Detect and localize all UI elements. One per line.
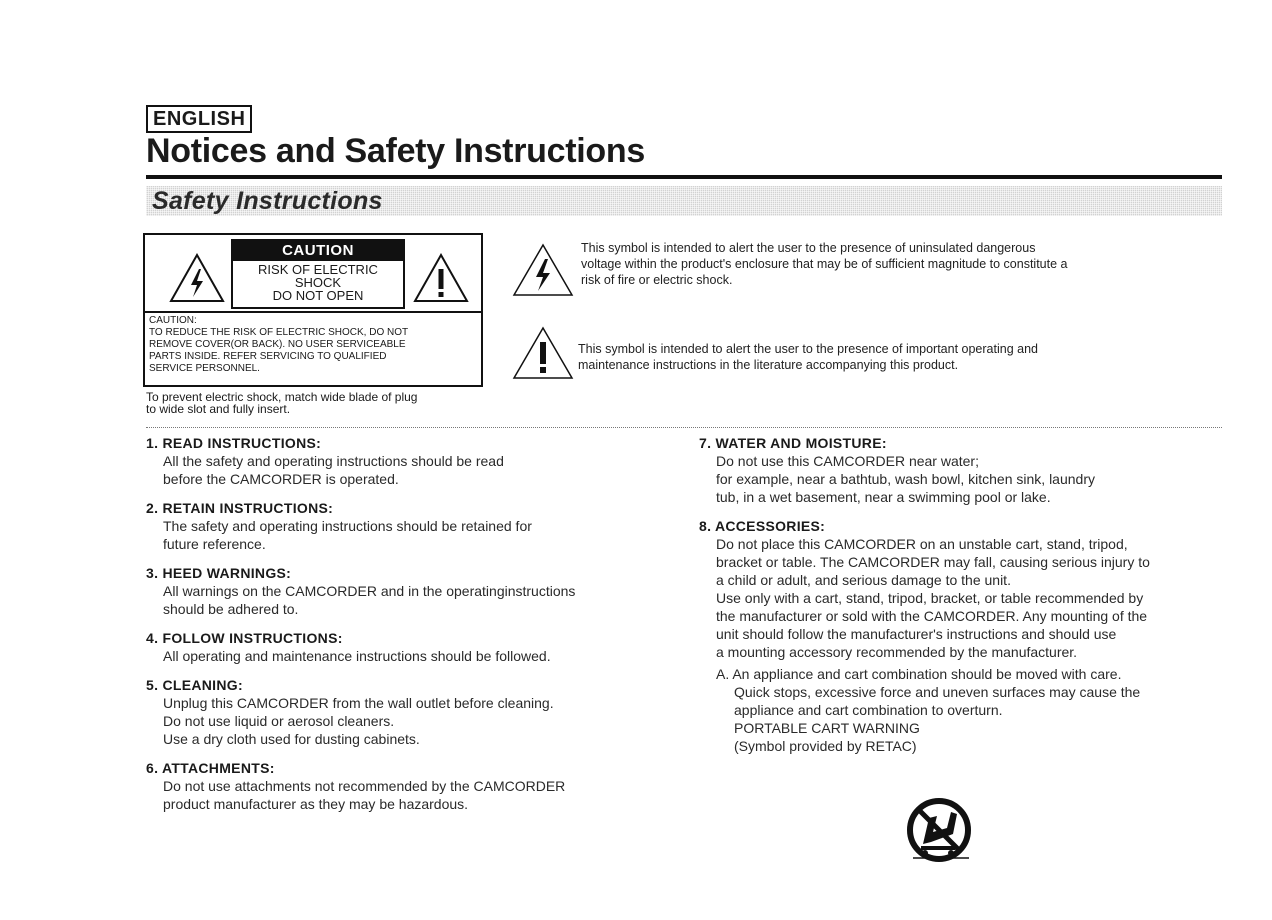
instruction-body: Do not place this CAMCORDER on an unstable cart, stand, tripod, bracket or table. The CAMCORDER may fall, causing serious injury to a child or adult, and serious damage to the unit. Use only with a cart, stand, tripod, bracket, or table recommended by the manufacturer or sold with the CAMCORDER. Any mounting of the unit should follow the manufacturer's instructions and should use a mounting accessory recommended by the manufacturer. bbox=[716, 536, 1150, 660]
instruction-title: 7. WATER AND MOISTURE: bbox=[699, 435, 887, 451]
caution-divider bbox=[145, 311, 481, 313]
lightning-warning-icon bbox=[512, 243, 574, 297]
caution-text-body: TO REDUCE THE RISK OF ELECTRIC SHOCK, DO NOT REMOVE COVER(OR BACK). NO USER SERVICEABLE PARTS INSIDE. REFER SERVICING TO QUALIFIED SERVICE PERSONNEL. bbox=[149, 327, 409, 374]
cart-warning-body: Quick stops, excessive force and uneven surfaces may cause the appliance and cart combination to overturn. PORTABLE CART WARNING (Symbol provided by RETAC) bbox=[734, 684, 1141, 754]
caution-text-title: CAUTION: bbox=[149, 315, 197, 326]
language-badge: ENGLISH bbox=[146, 105, 252, 133]
risk-line: RISK OF ELECTRIC bbox=[258, 262, 378, 277]
instructions-right-column bbox=[699, 434, 1239, 755]
instruction-title: 6. ATTACHMENTS: bbox=[146, 760, 275, 776]
page-title: Notices and Safety Instructions bbox=[146, 132, 645, 170]
dotted-divider bbox=[146, 427, 1222, 428]
instruction-body: The safety and operating instructions should be retained for future reference. bbox=[163, 518, 532, 552]
instruction-body: Do not use attachments not recommended by the CAMCORDER product manufacturer as they may be hazardous. bbox=[163, 778, 566, 812]
instruction-title: 1. READ INSTRUCTIONS: bbox=[146, 435, 322, 451]
caution-panel bbox=[231, 239, 405, 309]
instruction-title: 5. CLEANING: bbox=[146, 677, 243, 693]
caution-label bbox=[143, 233, 483, 387]
exclamation-warning-icon bbox=[413, 253, 469, 303]
instructions-left-column bbox=[146, 434, 666, 813]
instruction-body: Unplug this CAMCORDER from the wall outlet before cleaning. Do not use liquid or aerosol cleaners. Use a dry cloth used for dusting cabinets. bbox=[163, 695, 554, 747]
instruction-body: All the safety and operating instructions should be read before the CAMCORDER is operated. bbox=[163, 453, 504, 487]
lightning-symbol-description: This symbol is intended to alert the user to the presence of uninsulated dangerous voltage within the product's enclosure that may be of sufficient magnitude to constitute a risk of fire or electric shock. bbox=[581, 241, 1068, 287]
exclamation-symbol-description: This symbol is intended to alert the user to the presence of important operating and maintenance instructions in the literature accompanying this product. bbox=[578, 342, 1038, 372]
section-banner bbox=[146, 186, 1222, 216]
risk-line: DO NOT OPEN bbox=[272, 288, 364, 303]
instruction-body: Do not use this CAMCORDER near water; for example, near a bathtub, wash bowl, kitchen sink, laundry tub, in a wet basement, near a swimming pool or lake. bbox=[716, 453, 1095, 505]
instruction-title: 2. RETAIN INSTRUCTIONS: bbox=[146, 500, 334, 516]
instruction-title: 8. ACCESSORIES: bbox=[699, 518, 826, 534]
portable-cart-warning-icon bbox=[903, 798, 975, 862]
plug-note: To prevent electric shock, match wide blade of plug to wide slot and fully insert. bbox=[146, 390, 418, 416]
instruction-title: 3. HEED WARNINGS: bbox=[146, 565, 292, 581]
instruction-body: All operating and maintenance instructions should be followed. bbox=[163, 648, 551, 664]
caution-heading: CAUTION bbox=[233, 241, 403, 261]
section-title: Safety Instructions bbox=[152, 187, 383, 215]
cart-warning-lead: A. An appliance and cart combination should be moved with care. bbox=[716, 666, 1122, 682]
caution-risk-text bbox=[233, 263, 403, 302]
instruction-title: 4. FOLLOW INSTRUCTIONS: bbox=[146, 630, 343, 646]
risk-line: SHOCK bbox=[294, 275, 342, 290]
lightning-warning-icon bbox=[169, 253, 225, 303]
title-rule bbox=[146, 175, 1222, 179]
exclamation-warning-icon bbox=[512, 326, 574, 380]
instruction-body: All warnings on the CAMCORDER and in the operatinginstructions should be adhered to. bbox=[163, 583, 576, 617]
